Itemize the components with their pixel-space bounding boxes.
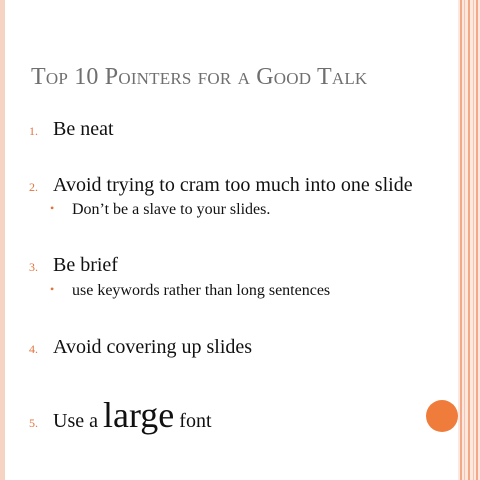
border-stripe: [473, 0, 474, 480]
border-stripe: [460, 0, 462, 480]
sub-item-text: Don’t be a slave to your slides.: [72, 201, 271, 218]
item-text: Be neat: [53, 118, 114, 140]
item-text-large: large: [102, 395, 175, 435]
list-item-4: [29, 336, 449, 359]
item-number: 1.: [29, 124, 38, 138]
list-item-5: [29, 394, 449, 436]
item-text-before: Use a: [53, 410, 103, 432]
item-text-after: font: [174, 410, 212, 432]
decorative-circle: [426, 400, 458, 432]
border-stripe: [476, 0, 478, 480]
item-number: 5.: [29, 416, 38, 430]
list-item-2: [29, 174, 449, 197]
list-item-3: [29, 254, 449, 277]
border-stripe: [468, 0, 470, 480]
left-border: [0, 0, 5, 480]
border-stripe: [464, 0, 465, 480]
list-item-1: [29, 118, 449, 141]
item-number: 4.: [29, 342, 38, 356]
sub-item: [50, 201, 450, 219]
sub-item: [50, 282, 450, 300]
bullet-icon: •: [50, 201, 55, 215]
item-text: Avoid trying to cram too much into one slide: [53, 174, 413, 196]
item-number: 2.: [29, 180, 38, 194]
item-text: Be brief: [53, 254, 118, 276]
slide-title: Top 10 Pointers for a Good Talk: [31, 64, 368, 90]
sub-item-text: use keywords rather than long sentences: [72, 282, 331, 299]
bullet-icon: •: [50, 282, 55, 296]
item-number: 3.: [29, 260, 38, 274]
item-text: Avoid covering up slides: [53, 336, 253, 358]
